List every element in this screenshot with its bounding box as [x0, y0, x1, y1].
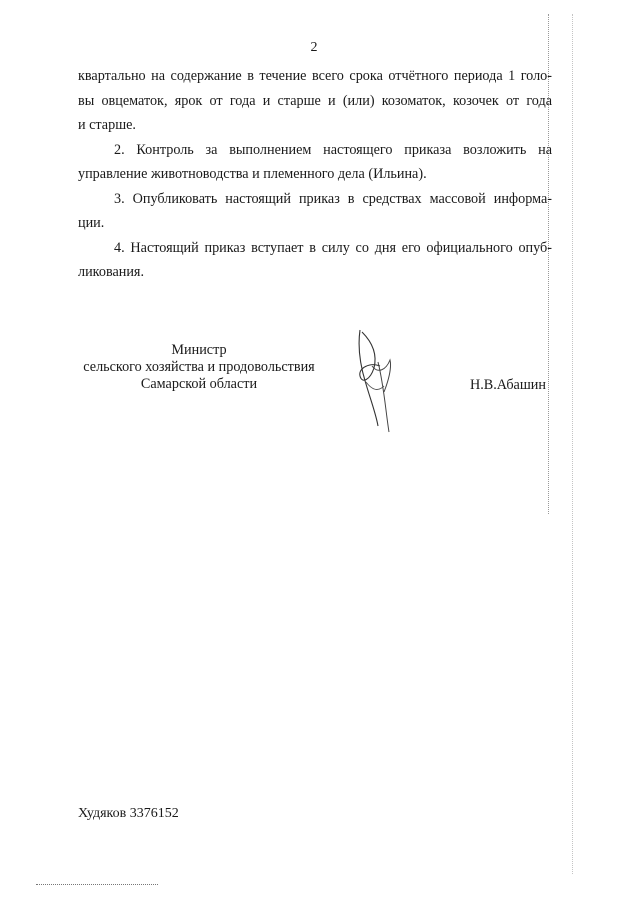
- scan-edge-line-secondary: [572, 14, 574, 874]
- paragraph-3-line-2: ции.: [78, 215, 105, 231]
- paragraph-4-line-1: 4. Настоящий приказ вступает в силу со дня его официального опуб-: [114, 240, 552, 256]
- footnote-divider: [36, 884, 158, 885]
- signatory-name: Н.В.Абашин: [470, 377, 546, 393]
- paragraph-2-line-1: 2. Контроль за выполнением настоящего приказа возложить на: [114, 142, 552, 158]
- signatory-title: [78, 342, 320, 393]
- paragraph-1-line-1: квартально на содержание в течение всего срока отчётного периода 1 голо-: [78, 68, 552, 84]
- paragraph-1-line-2: вы овцематок, ярок от года и старше и (или) козоматок, козочек от года: [78, 93, 552, 109]
- paragraph-1-line-3: и старше.: [78, 117, 136, 133]
- paragraph-4-line-2: ликования.: [78, 264, 145, 280]
- executor-info: Худяков 3376152: [78, 806, 179, 821]
- page-number: 2: [310, 40, 318, 55]
- paragraph-2-line-2: управление животноводства и племенного дела (Ильина).: [78, 166, 427, 182]
- signatory-title-line-1: Министр: [171, 342, 227, 358]
- signatory-title-line-2: сельского хозяйства и продовольствия: [83, 359, 315, 375]
- signatory-title-line-3: Самарской области: [140, 376, 258, 392]
- scan-edge-line: [548, 14, 551, 514]
- paragraph-3-line-1: 3. Опубликовать настоящий приказ в средствах массовой информа-: [114, 191, 552, 207]
- handwritten-signature: [348, 322, 404, 434]
